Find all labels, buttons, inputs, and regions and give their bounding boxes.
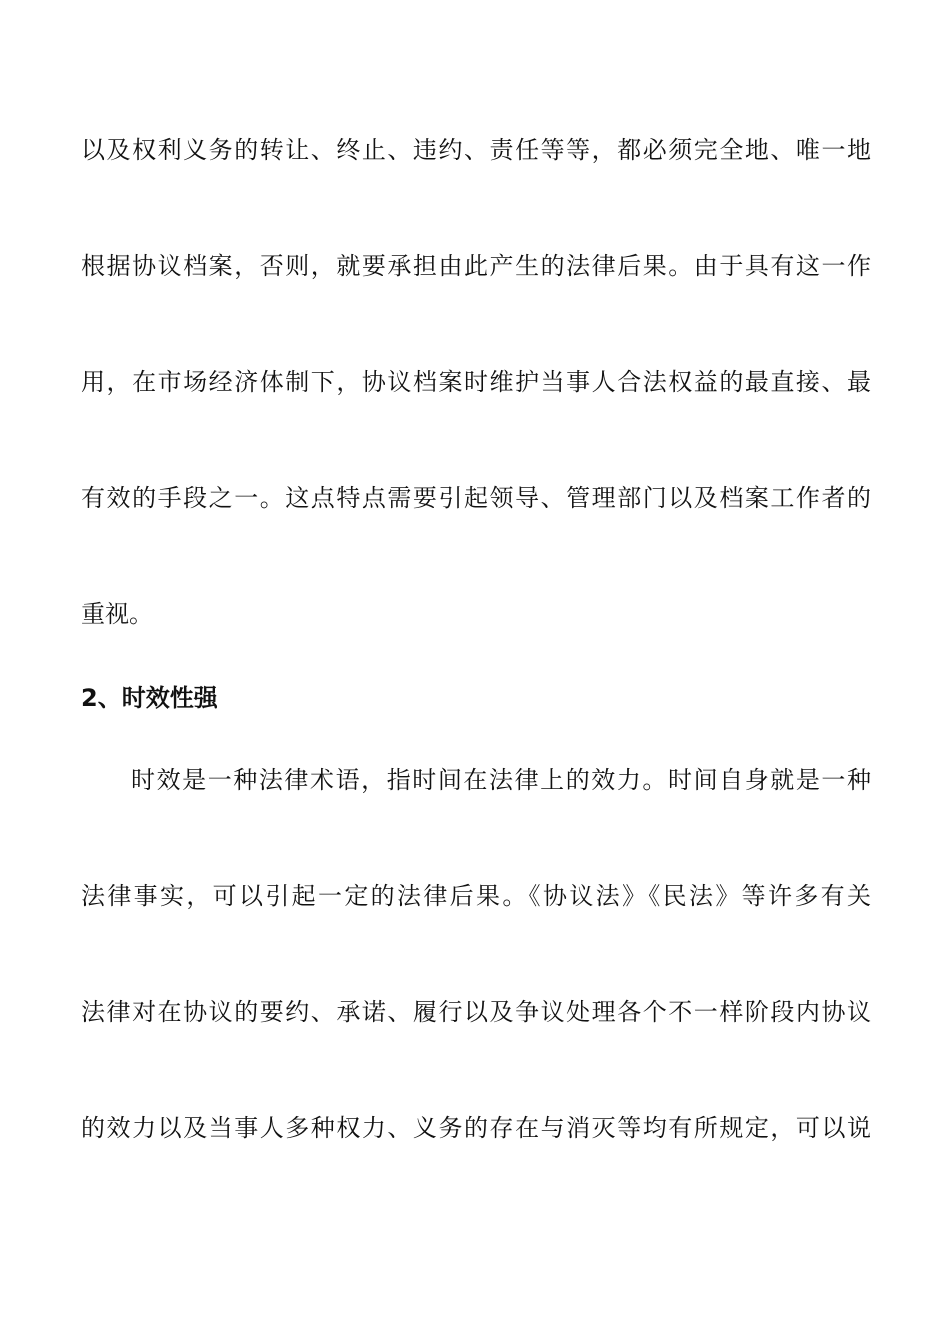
paragraph-1-line-5: 重视。 bbox=[81, 600, 153, 628]
paragraph-2-line-3: 法律对在协议的要约、承诺、履行以及争议处理各个不一样阶段内协议 bbox=[81, 998, 871, 1026]
paragraph-2-line-1: 时效是一种法律术语，指时间在法律上的效力。时间自身就是一种 bbox=[131, 766, 871, 794]
paragraph-1-line-1: 以及权利义务的转让、终止、违约、责任等等，都必须完全地、唯一地 bbox=[81, 136, 871, 164]
paragraph-2-line-2: 法律事实，可以引起一定的法律后果。《协议法》《民法》等许多有关 bbox=[81, 882, 871, 910]
paragraph-1-line-4: 有效的手段之一。这点特点需要引起领导、管理部门以及档案工作者的 bbox=[81, 484, 871, 512]
paragraph-1-line-2: 根据协议档案，否则，就要承担由此产生的法律后果。由于具有这一作 bbox=[81, 252, 871, 280]
section-heading: 2、时效性强 bbox=[81, 684, 218, 712]
paragraph-1-line-3: 用，在市场经济体制下，协议档案时维护当事人合法权益的最直接、最 bbox=[81, 368, 871, 396]
paragraph-2-line-4: 的效力以及当事人多种权力、义务的存在与消灭等均有所规定，可以说 bbox=[81, 1114, 871, 1142]
